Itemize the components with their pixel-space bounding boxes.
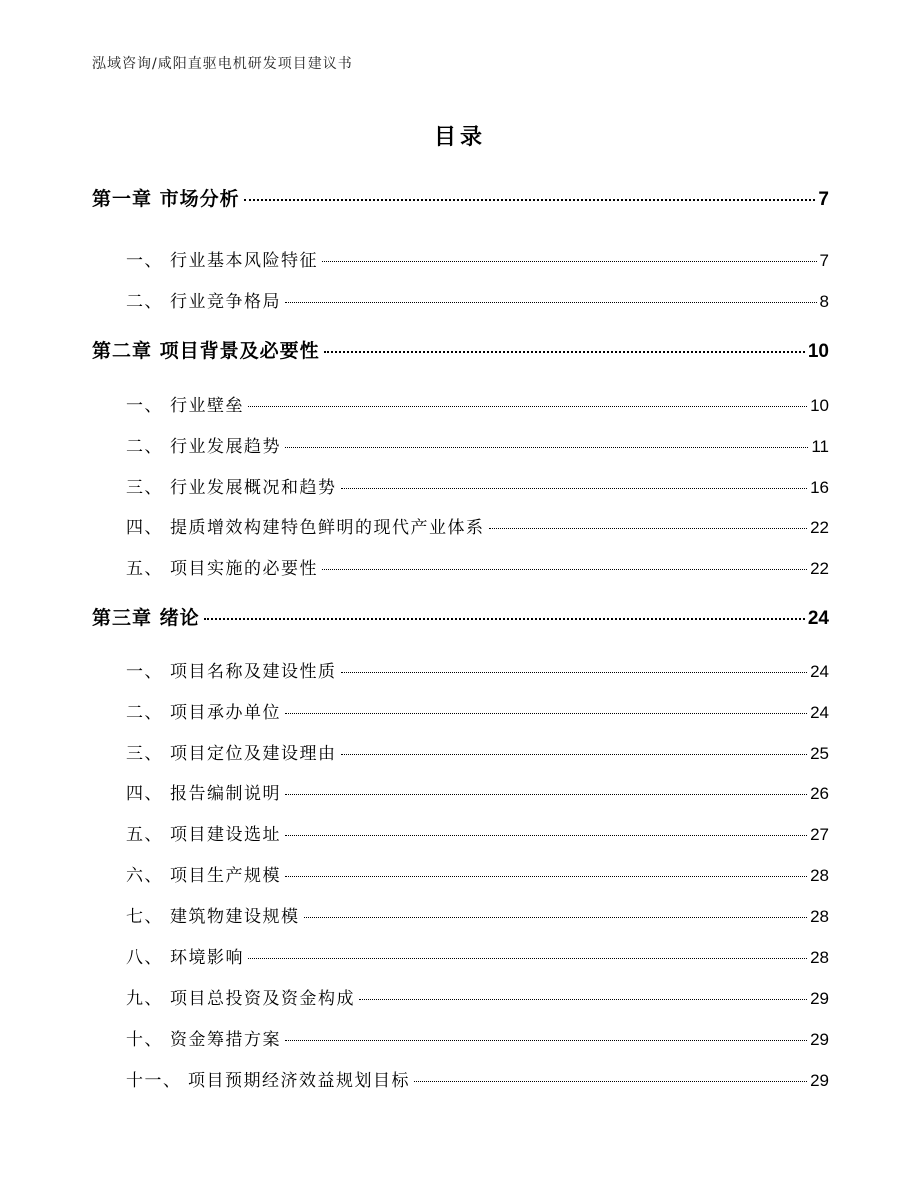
toc-entry-label: 项目建设选址 — [170, 825, 281, 845]
toc-page-number: 25 — [810, 744, 829, 763]
toc-page-number: 11 — [811, 437, 829, 456]
toc-section[interactable] — [126, 698, 829, 722]
toc-entry-label: 项目总投资及资金构成 — [170, 989, 355, 1009]
toc-page-number: 22 — [810, 559, 829, 578]
toc-entry-label: 第一章 市场分析 — [92, 188, 240, 210]
toc-section-number: 十、 — [126, 1030, 163, 1050]
dot-leader — [285, 794, 807, 795]
toc-page-number: 7 — [818, 189, 829, 210]
dot-leader — [285, 302, 817, 303]
toc-section-number: 八、 — [126, 948, 163, 968]
toc-section-number: 五、 — [126, 559, 163, 579]
toc-entry-label: 行业基本风险特征 — [170, 251, 318, 271]
toc-section-number: 二、 — [126, 703, 163, 723]
toc-entry-label: 项目定位及建设理由 — [170, 744, 337, 764]
toc-page-number: 28 — [810, 866, 829, 885]
dot-leader — [322, 261, 817, 262]
toc-section[interactable] — [126, 473, 829, 497]
toc-section[interactable] — [126, 287, 829, 311]
toc-title: 目录 — [433, 125, 486, 150]
dot-leader — [248, 406, 807, 407]
toc-section-number: 六、 — [126, 866, 163, 886]
dot-leader — [248, 958, 807, 959]
dot-leader — [324, 351, 805, 353]
toc-section[interactable] — [126, 513, 829, 537]
toc-section[interactable] — [126, 432, 829, 456]
toc-section-number: 三、 — [126, 478, 163, 498]
toc-section[interactable] — [126, 554, 829, 578]
toc-section[interactable] — [126, 984, 829, 1008]
toc-entry-label: 项目实施的必要性 — [170, 559, 318, 579]
dot-leader — [285, 876, 807, 877]
toc-section[interactable] — [126, 1025, 829, 1049]
toc-page-number: 28 — [810, 907, 829, 926]
dot-leader — [204, 618, 805, 620]
toc-page-number: 28 — [810, 948, 829, 967]
toc-section-number: 二、 — [126, 437, 163, 457]
toc-page-number: 29 — [810, 1030, 829, 1049]
dot-leader — [285, 835, 807, 836]
toc-page-number: 16 — [810, 478, 829, 497]
dot-leader — [341, 754, 808, 755]
toc-entry-label: 行业竞争格局 — [170, 292, 281, 312]
toc-section[interactable] — [126, 739, 829, 763]
toc-section-number: 二、 — [126, 292, 163, 312]
toc-section-number: 四、 — [126, 518, 163, 538]
toc-section-number: 七、 — [126, 907, 163, 927]
toc-chapter-1[interactable] — [92, 184, 829, 210]
dot-leader — [244, 199, 816, 201]
toc-section-number: 一、 — [126, 662, 163, 682]
toc-section[interactable] — [126, 246, 829, 270]
toc-section-number: 四、 — [126, 784, 163, 804]
toc-entry-label: 环境影响 — [170, 948, 244, 968]
toc-chapter-3[interactable] — [92, 603, 829, 629]
toc-section[interactable] — [126, 779, 829, 803]
toc-entry-label: 资金筹措方案 — [170, 1030, 281, 1050]
toc-chapter-2[interactable] — [92, 336, 829, 362]
toc-section[interactable] — [126, 657, 829, 681]
running-header: 泓域咨询/咸阳直驱电机研发项目建议书 — [92, 56, 353, 72]
toc-page-number: 7 — [819, 251, 829, 270]
toc-page-number: 24 — [807, 608, 829, 629]
toc-page-number: 10 — [807, 341, 829, 362]
toc-section[interactable] — [126, 820, 829, 844]
toc-section[interactable] — [126, 902, 829, 926]
toc-page-number: 29 — [810, 1071, 829, 1090]
toc-page-number: 8 — [819, 292, 829, 311]
toc-section-number: 一、 — [126, 396, 163, 416]
toc-entry-label: 项目名称及建设性质 — [170, 662, 337, 682]
dot-leader — [285, 447, 808, 448]
dot-leader — [341, 672, 808, 673]
dot-leader — [304, 917, 808, 918]
dot-leader — [414, 1081, 807, 1082]
toc-entry-label: 行业发展趋势 — [170, 437, 281, 457]
toc-section-number: 一、 — [126, 251, 163, 271]
toc-entry-label: 提质增效构建特色鲜明的现代产业体系 — [170, 518, 485, 538]
toc-entry-label: 项目生产规模 — [170, 866, 281, 886]
toc-section-number: 五、 — [126, 825, 163, 845]
toc-entry-label: 行业发展概况和趋势 — [170, 478, 337, 498]
dot-leader — [341, 488, 808, 489]
dot-leader — [322, 569, 807, 570]
toc-page-number: 24 — [810, 662, 829, 681]
toc-entry-label: 项目承办单位 — [170, 703, 281, 723]
toc-page-number: 24 — [810, 703, 829, 722]
toc-entry-label: 第三章 绪论 — [92, 607, 200, 629]
toc-page-number: 10 — [810, 396, 829, 415]
toc-section[interactable] — [126, 943, 829, 967]
toc-entry-label: 建筑物建设规模 — [170, 907, 300, 927]
toc-section[interactable] — [126, 861, 829, 885]
dot-leader — [359, 999, 807, 1000]
toc-page-number: 26 — [810, 784, 829, 803]
toc-section-number: 九、 — [126, 989, 163, 1009]
dot-leader — [285, 713, 807, 714]
toc-entry-label: 报告编制说明 — [170, 784, 281, 804]
dot-leader — [285, 1040, 807, 1041]
toc-page-number: 29 — [810, 989, 829, 1008]
toc-section[interactable] — [126, 1066, 829, 1090]
toc-entry-label: 第二章 项目背景及必要性 — [92, 340, 320, 362]
dot-leader — [489, 528, 808, 529]
toc-section-number: 十一、 — [126, 1071, 182, 1091]
toc-entry-label: 行业壁垒 — [170, 396, 244, 416]
toc-entry-label: 项目预期经济效益规划目标 — [188, 1071, 410, 1091]
toc-section-number: 三、 — [126, 744, 163, 764]
toc-page-number: 27 — [810, 825, 829, 844]
toc-page-number: 22 — [810, 518, 829, 537]
toc-section[interactable] — [126, 391, 829, 415]
